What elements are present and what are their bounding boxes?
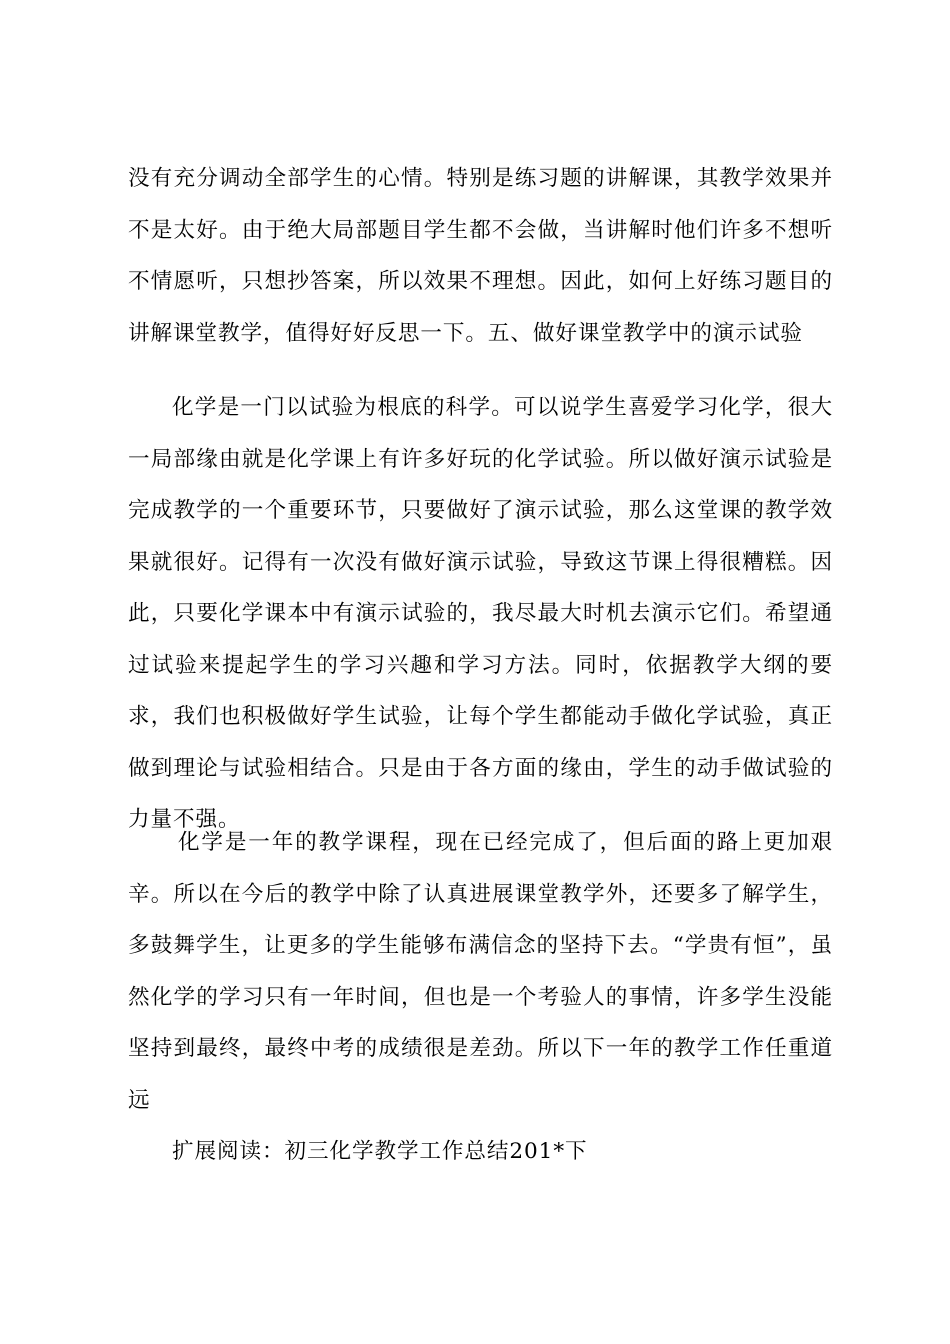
paragraph-1: 没有充分调动全部学生的心情。特别是练习题的讲解课，其教学效果并不是太好。由于绝大局部题目学生都不会做，当讲解时他们许多不想听不情愿听，只想抄答案，所以效果不理想。因此，如何上好练习题目的讲解课堂教学，值得好好反思一下。五、做好课堂教学中的演示试验 — [128, 166, 833, 346]
extended-reading-line: 扩展阅读：初三化学教学工作总结201*下 — [172, 1139, 588, 1164]
paragraph-2: 化学是一门以试验为根底的科学。可以说学生喜爱学习化学，很大一局部缘由就是化学课上有许多好玩的化学试验。所以做好演示试验是完成教学的一个重要环节，只要做好了演示试验，那么这堂课的教学效果就很好。记得有一次没有做好演示试验，导致这节课上得很糟糕。因此，只要化学课本中有演示试验的，我尽最大时机去演示它们。希望通过试验来提起学生的学习兴趣和学习方法。同时，依据教学大纲的要求，我们也积极做好学生试验，让每个学生都能动手做化学试验，真正做到理论与试验相结合。只是由于各方面的缘由，学生的动手做试验的力量不强。 — [128, 395, 833, 832]
paragraph-3: 化学是一年的教学课程，现在已经完成了，但后面的路上更加艰辛。所以在今后的教学中除了认真进展课堂教学外，还要多了解学生，多鼓舞学生，让更多的学生能够布满信念的坚持下去。“学贵有恒”，虽然化学的学习只有一年时间，但也是一个考验人的事情，许多学生没能坚持到最终，最终中考的成绩很是差劲。所以下一年的教学工作任重道远 — [128, 830, 833, 1113]
